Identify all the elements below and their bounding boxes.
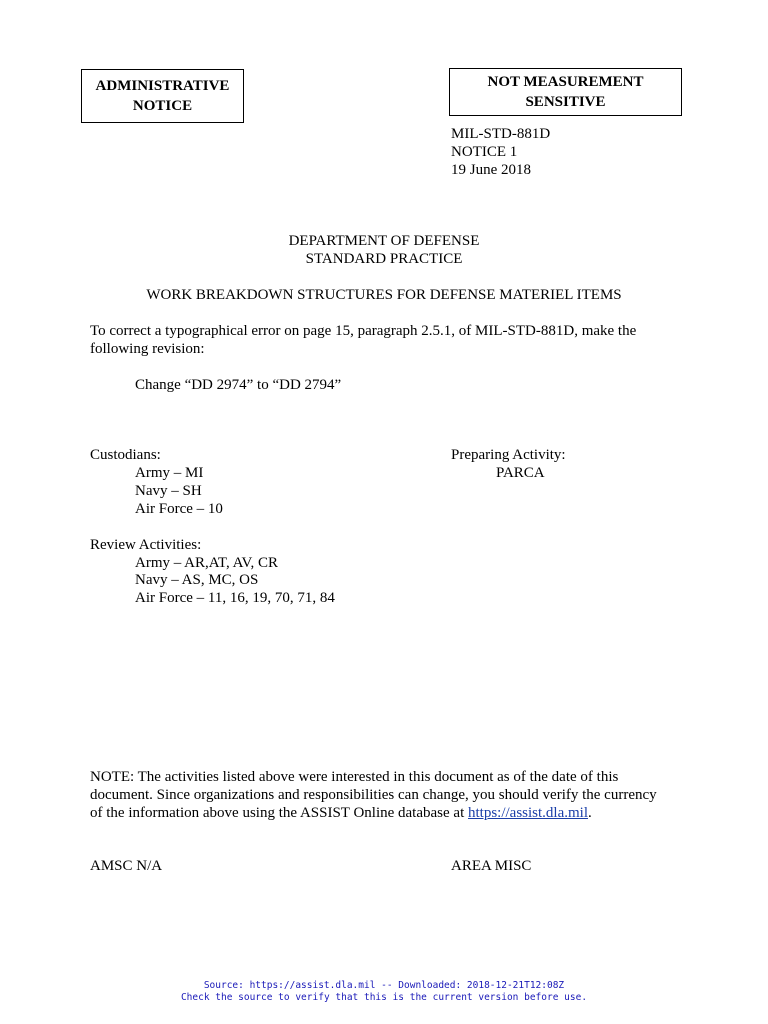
review-activities-heading: Review Activities: [90,537,202,553]
custodian-army: Army – MI [135,465,204,481]
not-measurement-sensitive-box [449,68,682,116]
source-footer-line1: Source: https://assist.dla.mil -- Downloaded: 2018-12-21T12:08Z [203,980,565,991]
notice-date: 19 June 2018 [451,162,531,178]
notice-number: NOTICE 1 [451,144,518,160]
not-measurement-sensitive-line2: SENSITIVE [525,94,606,110]
department-heading: DEPARTMENT OF DEFENSE [288,233,480,249]
custodian-navy: Navy – SH [135,483,202,499]
note-line3 [90,804,592,822]
change-instruction: Change “DD 2974” to “DD 2794” [135,377,342,393]
practice-heading: STANDARD PRACTICE [305,251,463,267]
note-line3-suffix: . [588,805,592,821]
preparing-activity-heading: Preparing Activity: [451,447,566,463]
review-army: Army – AR,AT, AV, CR [135,555,278,571]
administrative-notice-box [81,69,244,123]
administrative-notice-line1: ADMINISTRATIVE [95,78,230,94]
administrative-notice-line2: NOTICE [132,98,193,114]
area-label: AREA MISC [451,858,532,874]
source-footer-line2: Check the source to verify that this is the current version before use. [180,992,588,1003]
review-air-force: Air Force – 11, 16, 19, 70, 71, 84 [135,590,335,606]
custodian-air-force: Air Force – 10 [135,501,223,517]
intro-text-line2: following revision: [90,341,205,357]
review-navy: Navy – AS, MC, OS [135,572,259,588]
preparing-activity-value: PARCA [496,465,545,481]
assist-link[interactable]: https://assist.dla.mil [468,805,589,821]
note-line2: document. Since organizations and responsibilities can change, you should verify the currency [90,787,657,803]
note-line3-prefix: of the information above using the ASSIST Online database at [90,805,468,821]
custodians-heading: Custodians: [90,447,161,463]
document-number: MIL-STD-881D [451,126,551,142]
not-measurement-sensitive-line1: NOT MEASUREMENT [487,74,644,90]
subject-title: WORK BREAKDOWN STRUCTURES FOR DEFENSE MATERIEL ITEMS [146,287,622,303]
note-line1: NOTE: The activities listed above were interested in this document as of the date of this [90,769,619,785]
intro-text-line1: To correct a typographical error on page 15, paragraph 2.5.1, of MIL-STD-881D, make the [90,323,637,339]
amsc-label: AMSC N/A [90,858,163,874]
